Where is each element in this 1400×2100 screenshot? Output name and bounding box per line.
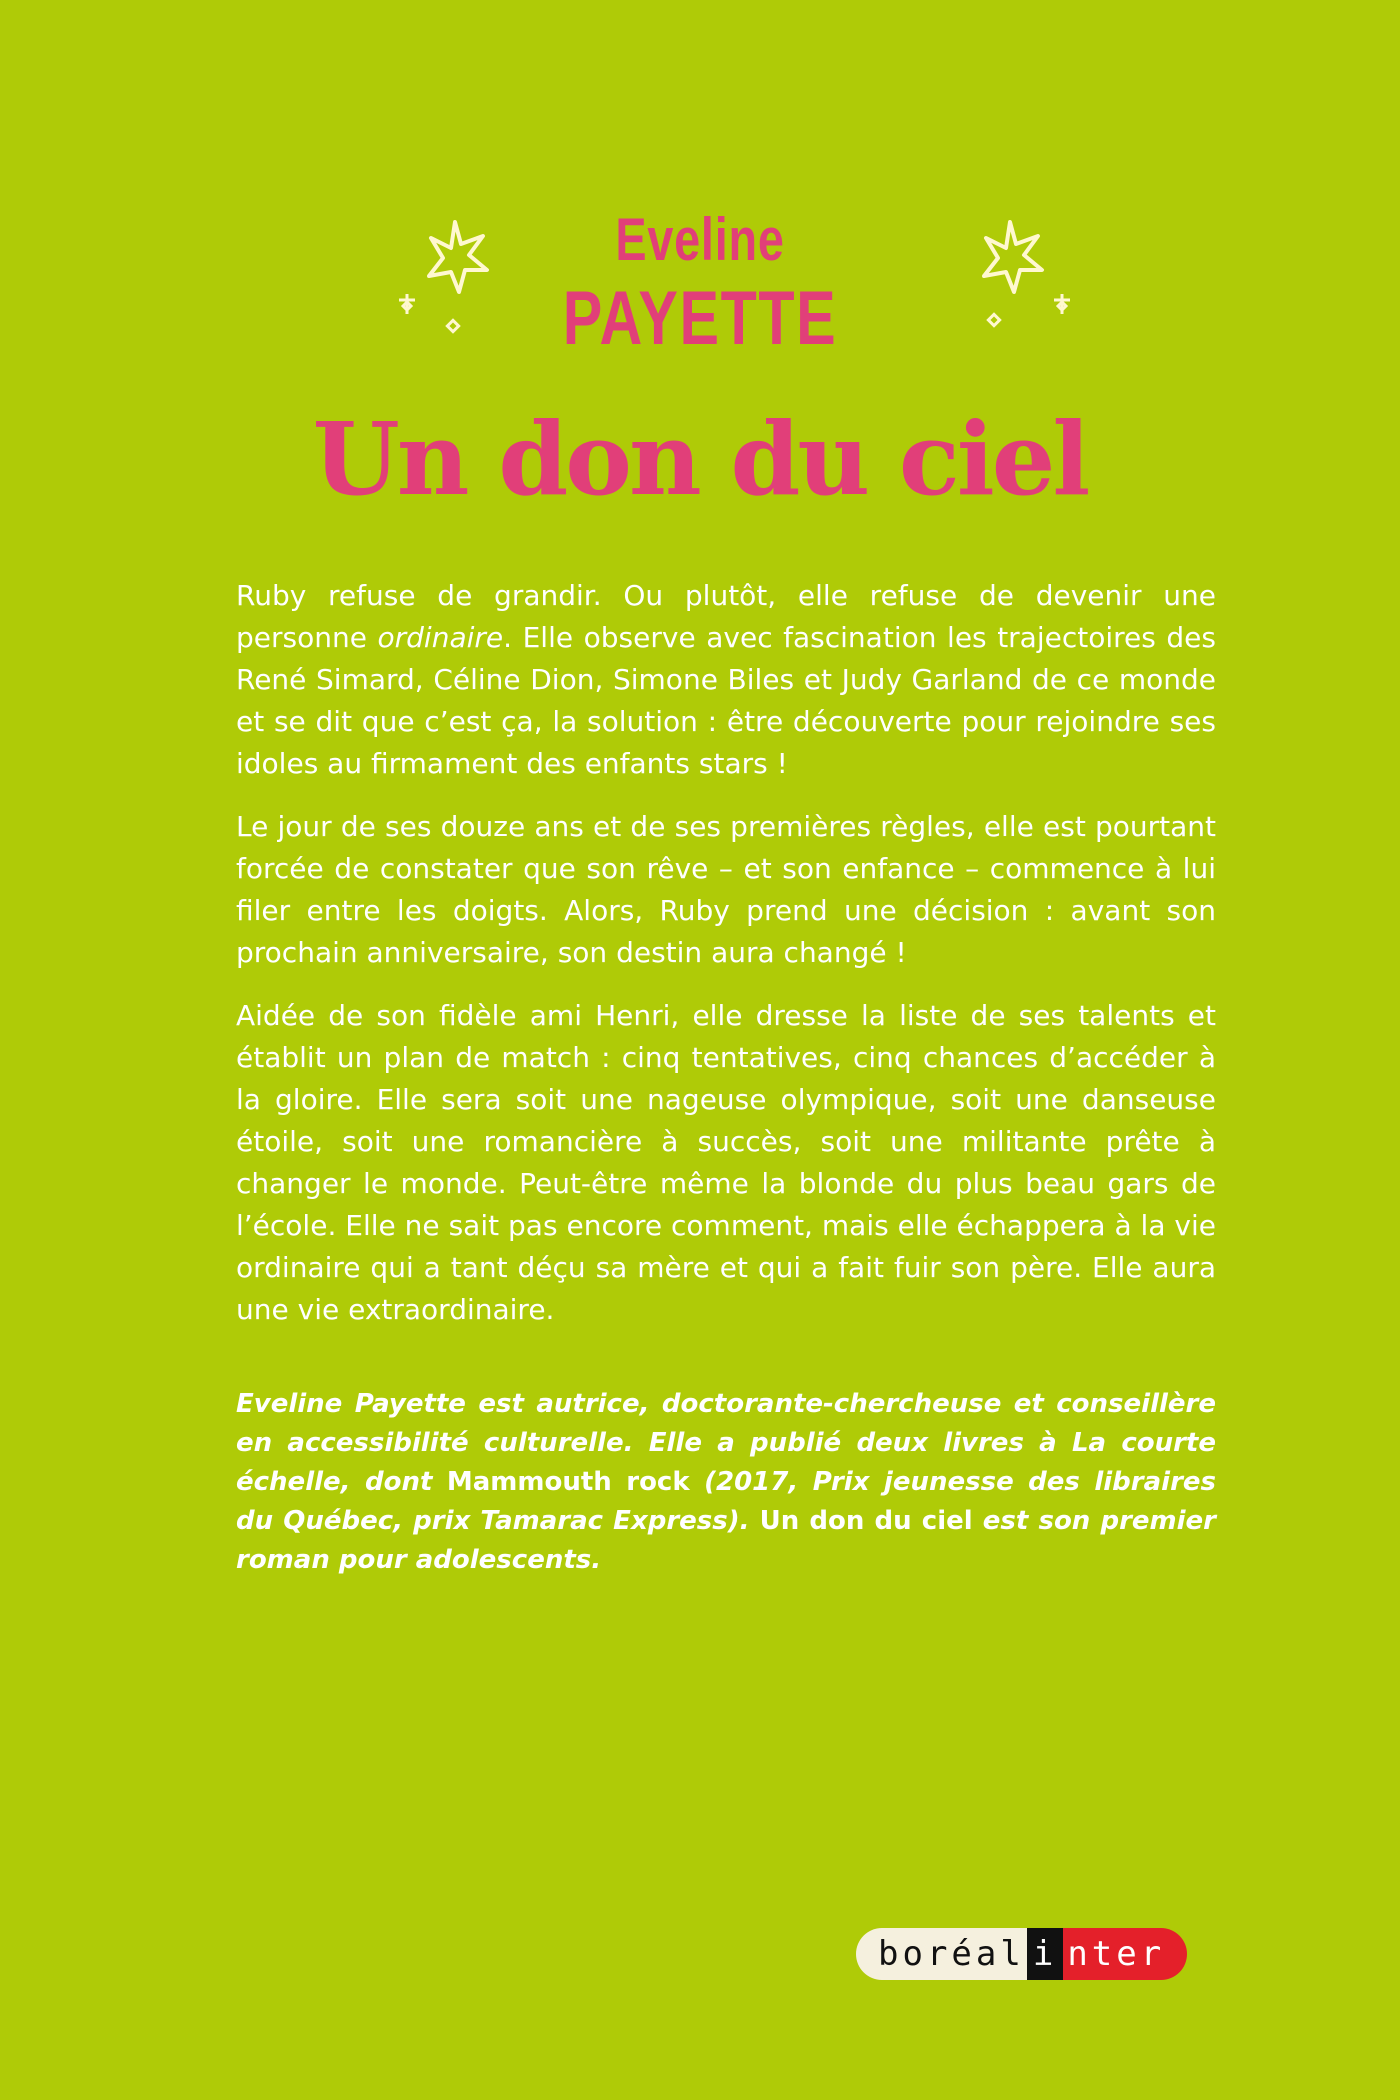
summary-paragraph-1: Ruby refuse de grandir. Ou plutôt, elle refuse de devenir une personne ordinaire. Elle observe avec fascination les trajectoires des René Simard, Céline Dion, Simone Biles et Judy Garland de ce monde et se dit que c’est ça, la solution : être découverte pour rejoindre ses idoles au firmament des enfants stars ! [236,579,1216,780]
author-first-name: Eveline [615,206,785,273]
summary-paragraph-3: Aidée de son fidèle ami Henri, elle dresse la liste de ses talents et établit un plan de match : cinq tentatives, cinq chances d’accéder à la gloire. Elle sera soit une nageuse olympique, soit une danseuse étoile, soit une romancière à succès, soit une militante prête à changer le monde. Peut-être même la blonde du plus beau gars de l’école. Elle ne sait pas encore comment, mais elle échappera à la vie ordinaire qui a tant déçu sa mère et qui a fait fuir son père. Elle aura une vie extraordinaire. [236,999,1216,1326]
bio-book-title-2: Un don du ciel [759,1506,973,1536]
author-last-name: PAYETTE [562,276,838,361]
publisher-logo: boréal i nter [856,1928,1187,1980]
author-bio: Eveline Payette est autrice, doctorante-chercheuse et conseillère en accessibilité culturelle. Elle a publié deux livres à La courte échelle, dont Mammouth rock (2017, Prix jeunesse des libraires du Québec, prix Tamarac Express). Un don du ciel est son premier roman pour adolescents. [236,1389,1216,1575]
summary-paragraph-2: Le jour de ses douze ans et de ses premières règles, elle est pourtant forcée de constater que son rêve – et son enfance – commence à lui filer entre les doigts. Alors, Ruby prend une décision : avant son prochain anniversaire, son destin aura changé ! [236,810,1216,969]
bio-book-title-1: Mammouth rock [446,1467,690,1497]
book-title: Un don du ciel [312,400,1088,518]
summary [236,575,1216,1352]
